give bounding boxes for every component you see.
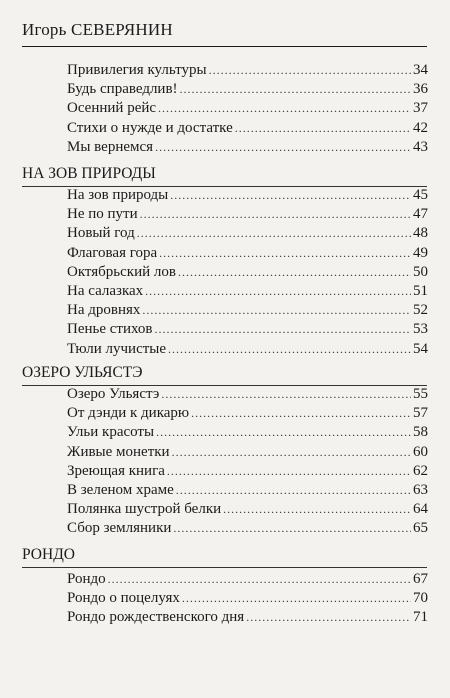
toc-entry[interactable]: Будь справедлив! ..... 36 [67,80,428,99]
toc-entry[interactable]: Рондо о поцелуях ..... 70 [67,589,428,608]
toc-entry[interactable]: Привилегия культуры ..... 34 [67,61,428,80]
toc-entry[interactable]: На салазках ..... 51 [67,282,428,301]
toc-entry[interactable]: Флаговая гора ..... 49 [67,244,428,263]
section-heading: ОЗЕРО УЛЬЯСТЭ [22,364,143,381]
toc-entry[interactable]: Не по пути ..... 47 [67,205,428,224]
toc-group [67,385,428,539]
toc-entry[interactable]: Рондо ..... 67 [67,570,428,589]
section-rule [22,567,427,568]
toc-group [67,186,428,359]
toc-entry[interactable]: Зреющая книга ..... 62 [67,462,428,481]
toc-entry[interactable]: Озеро Ульястэ ..... 55 [67,385,428,404]
toc-entry[interactable]: Сбор земляники ..... 65 [67,519,428,538]
toc-entry[interactable]: Мы вернемся ..... 43 [67,138,428,157]
toc-entry[interactable]: От дэнди к дикарю ..... 57 [67,404,428,423]
running-head: Игорь СЕВЕРЯНИН [22,20,173,39]
toc-entry[interactable]: На дровнях ..... 52 [67,301,428,320]
toc-entry[interactable]: Новый год ..... 48 [67,224,428,243]
toc-group [67,570,428,628]
toc-entry[interactable]: Стихи о нужде и достатке ..... 42 [67,119,428,138]
toc-entry[interactable]: На зов природы ..... 45 [67,186,428,205]
toc-entry[interactable]: Осенний рейс ..... 37 [67,99,428,118]
toc-entry[interactable]: Ульи красоты ..... 58 [67,423,428,442]
header-rule [22,46,427,47]
toc-group-continued [67,61,428,157]
toc-entry[interactable]: В зеленом храме ..... 63 [67,481,428,500]
section-heading: НА ЗОВ ПРИРОДЫ [22,165,156,182]
section-heading: РОНДО [22,546,75,563]
toc-entry[interactable]: Рондо рождественского дня ..... 71 [67,608,428,627]
toc-entry[interactable]: Живые монетки ..... 60 [67,443,428,462]
toc-entry[interactable]: Полянка шустрой белки ..... 64 [67,500,428,519]
toc-entry[interactable]: Октябрьский лов ..... 50 [67,263,428,282]
toc-entry[interactable]: Пенье стихов ..... 53 [67,320,428,339]
toc-entry[interactable]: Тюли лучистые ..... 54 [67,340,428,359]
